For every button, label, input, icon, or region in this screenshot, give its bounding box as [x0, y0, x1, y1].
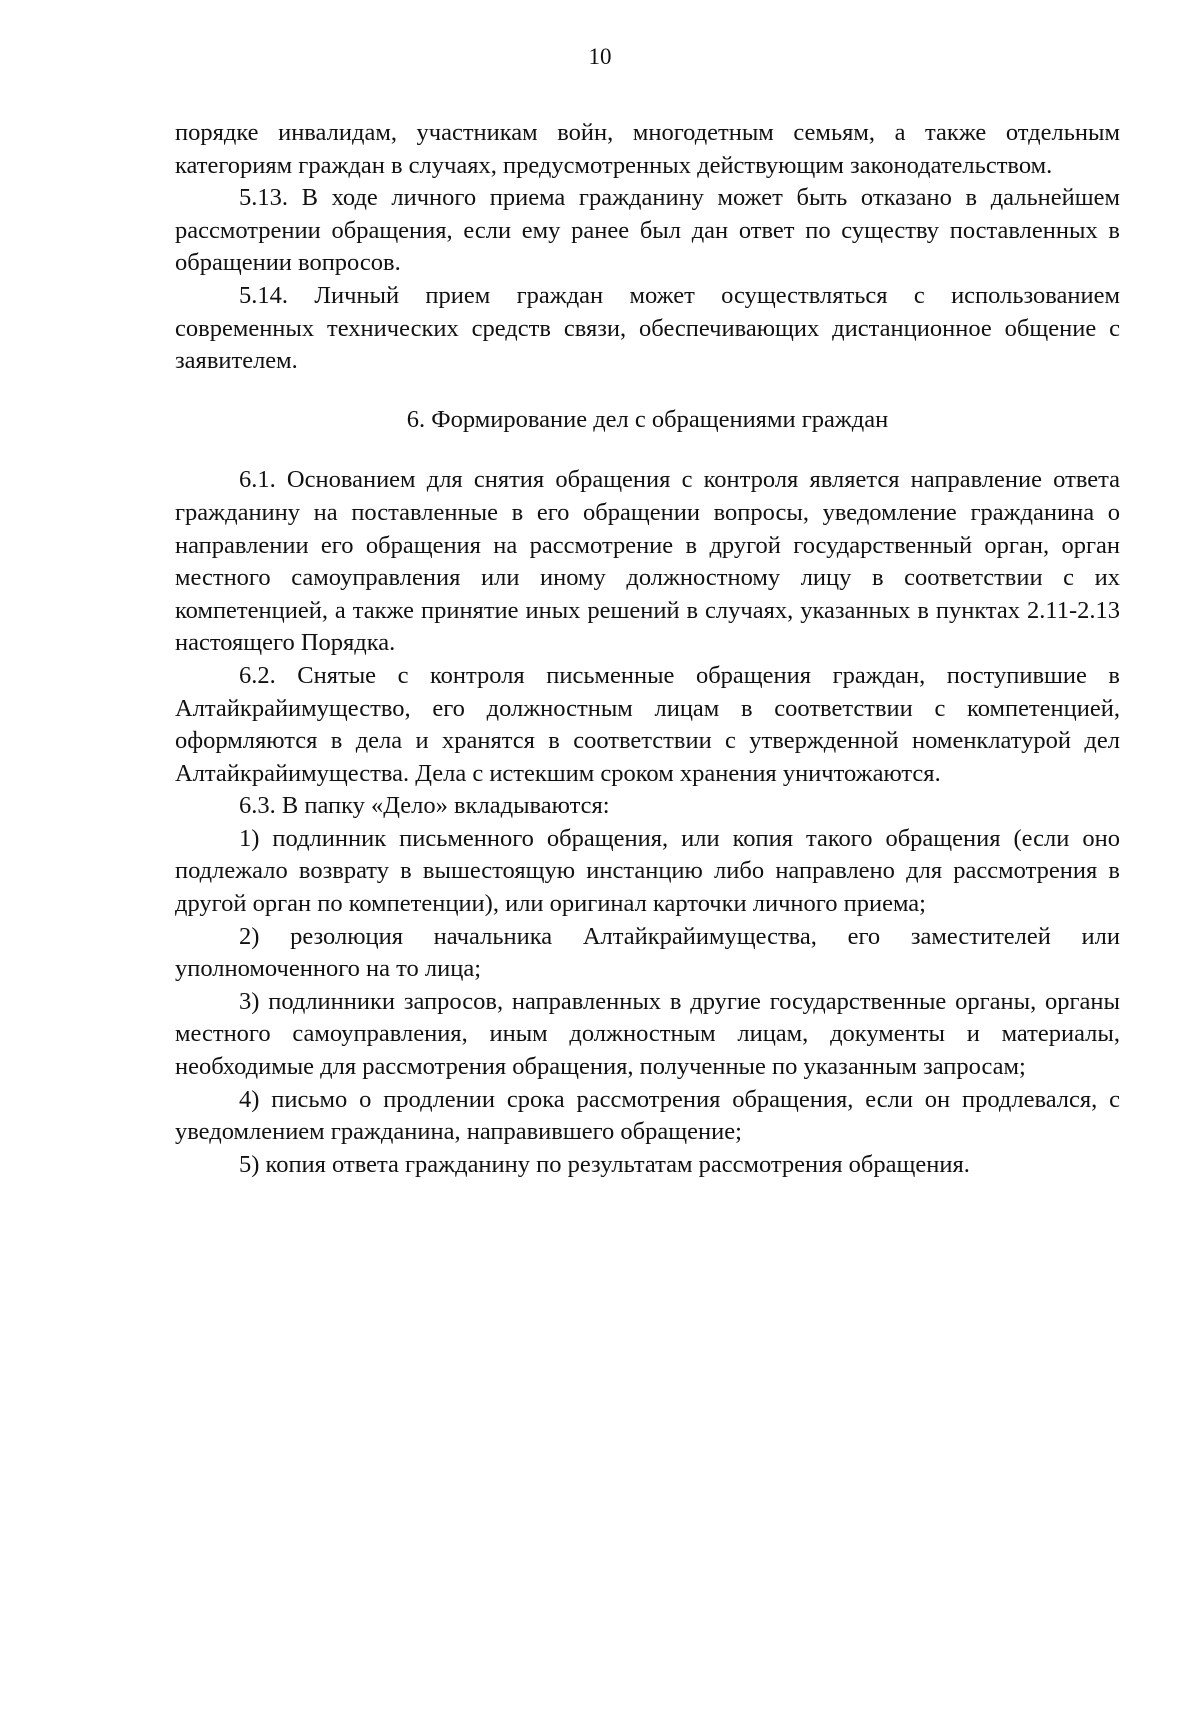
list-item-5: 5) копия ответа гражданину по результатам рассмотрения обращения.	[239, 1150, 970, 1178]
page-number: 10	[588, 44, 612, 69]
document-body	[175, 117, 1120, 1181]
list-item-3: 3) подлинники запросов, направленных в другие государственные органы, органы местного самоуправления, иным должностным лицам, документы и материалы, необходимые для рассмотрения обращения, полученные по указанным запросам;	[175, 987, 1120, 1081]
section-heading: 6. Формирование дел с обращениями граждан	[406, 405, 889, 433]
list-item-4: 4) письмо о продлении срока рассмотрения обращения, если он продлевался, с уведомлением гражданина, направившего обращение;	[175, 1085, 1120, 1146]
paragraph-continuation: порядке инвалидам, участникам войн, многодетным семьям, а также отдельным категориям граждан в случаях, предусмотренных действующим законодательством.	[175, 119, 1120, 179]
paragraph-6-1: 6.1. Основанием для снятия обращения с контроля является направление ответа гражданину на поставленные в его обращении вопросы, уведомление гражданина о направлении его обращения на рассмотрение в другой государственный орган, орган местного самоуправления или иному должностному лицу в соответствии с их компетенцией, а также принятие иных решений в случаях, указанных в пунктах 2.11-2.13 настоящего Порядка.	[175, 466, 1120, 657]
paragraph-6-2: 6.2. Снятые с контроля письменные обращения граждан, поступившие в Алтайкрайимущество, его должностным лицам в соответствии с компетенцией, оформляются в дела и хранятся в соответствии с утвержденной номенклатурой дел Алтайкрайимущества. Дела с истекшим сроком хранения уничтожаются.	[175, 661, 1120, 787]
paragraph-6-3: 6.3. В папку «Дело» вкладываются:	[239, 792, 610, 820]
paragraph-5-13: 5.13. В ходе личного приема гражданину может быть отказано в дальнейшем рассмотрении обращения, если ему ранее был дан ответ по существу поставленных в обращении вопросов.	[175, 184, 1120, 277]
list-item-1: 1) подлинник письменного обращения, или копия такого обращения (если оно подлежало возврату в вышестоящую инстанцию либо направлено для рассмотрения в другой орган по компетенции), или оригинал карточки личного приема;	[175, 824, 1120, 918]
paragraph-5-14: 5.14. Личный прием граждан может осуществляться с использованием современных технических средств связи, обеспечивающих дистанционное общение с заявителем.	[175, 281, 1120, 375]
list-item-2: 2) резолюция начальника Алтайкрайимущества, его заместителей или уполномоченного на то лица;	[175, 922, 1120, 983]
